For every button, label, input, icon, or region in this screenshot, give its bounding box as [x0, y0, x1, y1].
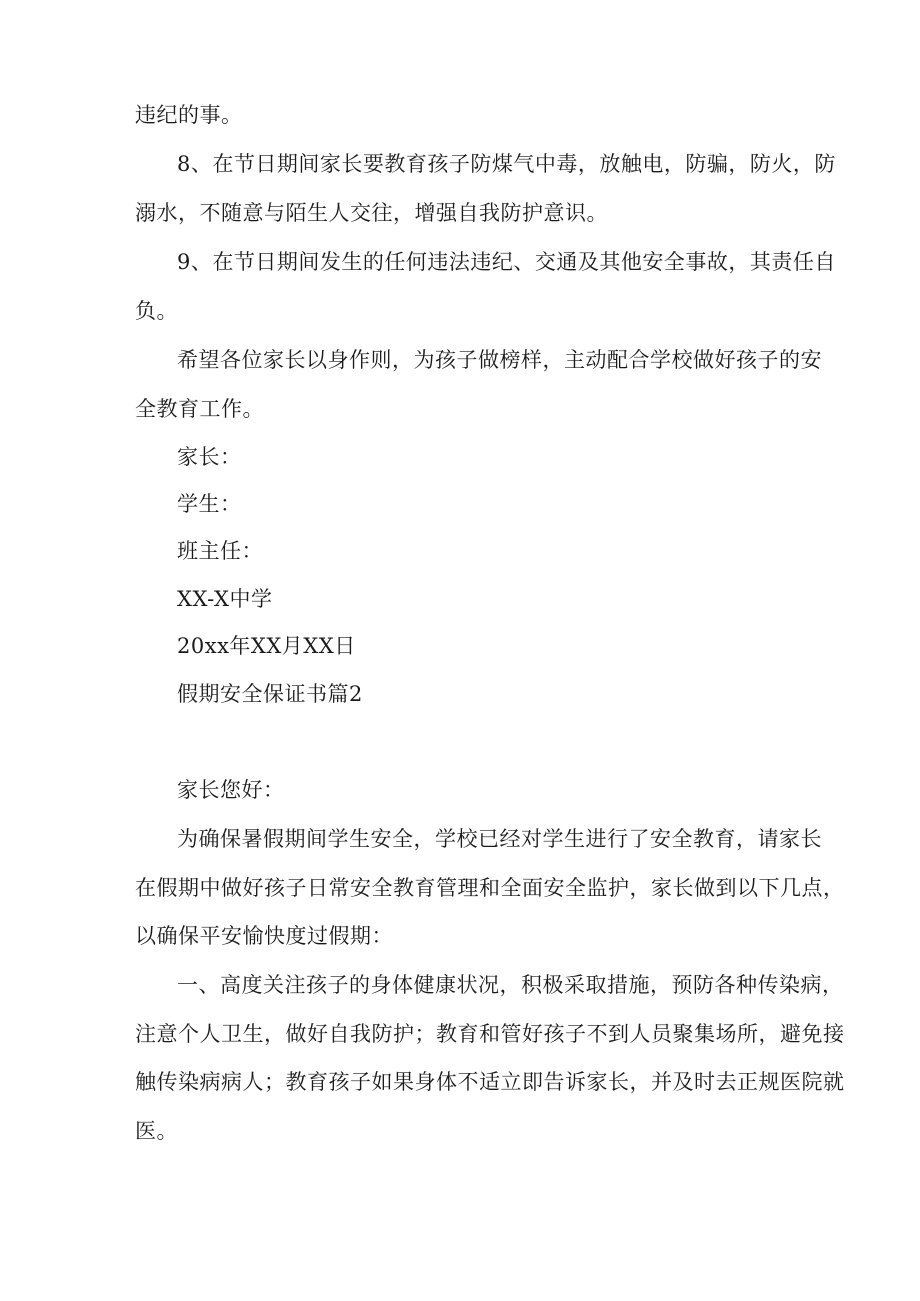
school-name: XX-X中学 [177, 587, 273, 611]
text-line: 9、在节日期间发生的任何违法违纪、交通及其他安全事故，其责任自 [177, 250, 836, 274]
text-line: 医。 [135, 1119, 178, 1143]
text-line: 8、在节日期间家长要教育孩子防煤气中毒，放触电，防骗，防火，防 [177, 152, 836, 176]
section-title: 假期安全保证书篇2 [177, 682, 363, 706]
text-line: 以确保平安愉快度过假期： [135, 924, 393, 948]
text-line: 全教育工作。 [135, 397, 264, 421]
signature-label-student: 学生： [177, 492, 242, 516]
signature-label-teacher: 班主任： [177, 539, 263, 563]
text-line: 违纪的事。 [135, 103, 243, 127]
text-line: 注意个人卫生，做好自我防护；教育和管好孩子不到人员聚集场所，避免接 [135, 1022, 845, 1046]
text-line: 溺水，不随意与陌生人交往，增强自我防护意识。 [135, 201, 608, 225]
text-line: 触传染病病人；教育孩子如果身体不适立即告诉家长，并及时去正规医院就 [135, 1070, 845, 1094]
text-line: 为确保暑假期间学生安全，学校已经对学生进行了安全教育，请家长 [177, 827, 822, 851]
document-date: 20xx年XX月XX日 [177, 634, 356, 658]
text-line: 希望各位家长以身作则，为孩子做榜样，主动配合学校做好孩子的安 [177, 348, 822, 372]
greeting: 家长您好： [177, 778, 285, 802]
signature-label-parent: 家长： [177, 445, 242, 469]
text-line: 在假期中做好孩子日常安全教育管理和全面安全监护，家长做到以下几点， [135, 876, 845, 900]
text-line: 负。 [135, 299, 178, 323]
text-line: 一、高度关注孩子的身体健康状况，积极采取措施，预防各种传染病， [177, 973, 844, 997]
